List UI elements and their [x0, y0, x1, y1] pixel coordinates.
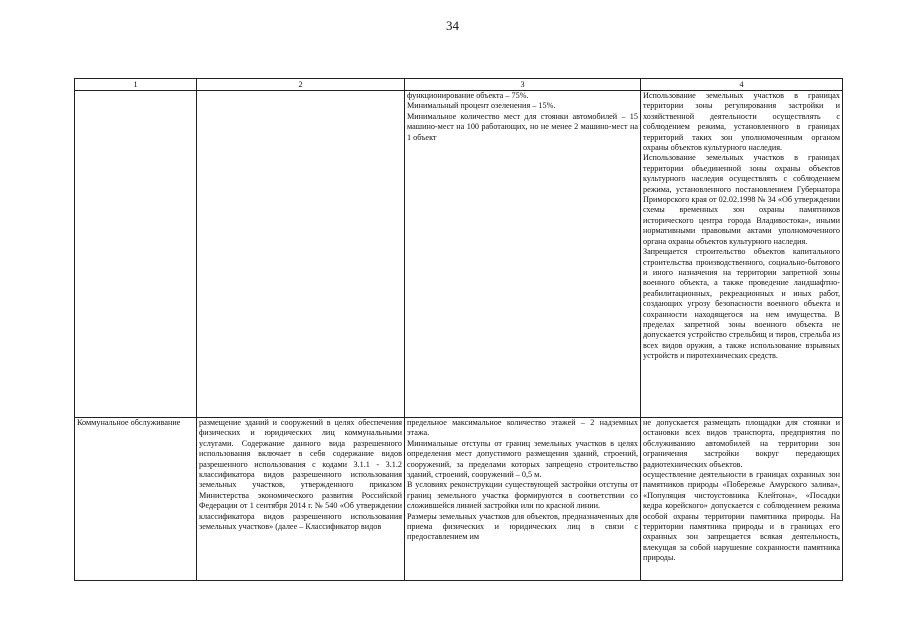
- paragraph: функционирование объекта – 75%.: [407, 91, 529, 100]
- paragraph: Использование земельных участков в границах территории зоны регулирования застройки и хозяйственной деятельности осуществлять с соблюдением режима, установленного в границах территорий таких зон уполномоченным органом охраны объектов культурного наследия.: [643, 91, 840, 153]
- paragraph: Минимальные отступы от границ земельных участков в целях определения мест допустимого размещения зданий, строений, сооружений, за пределами которых запрещено строительство зданий, строений, сооружений – 0,5 м.: [407, 438, 638, 480]
- table-row: [75, 418, 843, 581]
- paragraph: В условиях реконструкции существующей застройки отступы от границ земельного участка формируются в соответствии со сложившейся линией застройки или по красной линии.: [407, 480, 638, 511]
- paragraph: осуществление деятельности в границах охранных зон памятников природы «Побережье Амурского залива», «Популяция чистоустовника Клейтона», «Посадки кедра корейского» допускается с соблюдением режима особой охраны территории памятника природы. На территории памятника природы и в границах его охранных зон запрещается всякая деятельность, влекущая за собой нарушение сохранности памятника природы.: [643, 470, 840, 563]
- cell-description: размещение зданий и сооружений в целях обеспечения физических и юридических лиц коммунальными услугами. Содержание данного вида разрешенного использования включает в себя содержание видов разрешенного использования с кодами 3.1.1 - 3.1.2 классификатора видов разрешенного использования земельных участков, утвержденного приказом Министерства экономического развития Российской Федерации от 1 сентября 2014 г. № 540 «Об утверждении классификатора видов разрешенного использования земельных участков» (далее – Классификатор видов: [197, 418, 405, 581]
- paragraph: Минимальное количество мест для стоянки автомобилей – 15 машино-мест на 100 работающих, но не менее 2 машино-мест на 1 объект: [407, 111, 638, 142]
- paragraph: Размеры земельных участков для объектов, предназначенных для приема физических и юридических лиц в связи с предоставлением им: [407, 511, 638, 542]
- regulations-table: [74, 78, 843, 581]
- cell-parameters: [405, 418, 641, 581]
- column-header-1: 1: [75, 79, 197, 91]
- cell-restrictions: [641, 91, 843, 418]
- column-header-2: 2: [197, 79, 405, 91]
- cell-parameters: [405, 91, 641, 418]
- cell-use-type: Коммунальное обслуживание: [75, 418, 197, 581]
- column-header-3: 3: [405, 79, 641, 91]
- cell-description: [197, 91, 405, 418]
- paragraph: предельное максимальное количество этажей – 2 надземных этажа.: [407, 418, 638, 438]
- paragraph: не допускается размещать площадки для стоянки и остановки всех видов транспорта, предприятия по обслуживанию автомобилей на территории зон ограничения застройки вокруг передающих радиотехнических объектов.: [643, 418, 840, 469]
- paragraph: Минимальный процент озеленения – 15%.: [407, 101, 556, 111]
- cell-use-type: [75, 91, 197, 418]
- table-header-row: [75, 79, 843, 91]
- paragraph: Запрещается строительство объектов капитального строительства производственного, социально-бытового и иного назначения на территории запретной зоны военного объекта, а также проведение ландшафтно-реабилитационных, рекреационных и иных работ, создающих угрозу безопасности военного объекта и сохранности находящегося на нем имущества. В пределах запретной зоны военного объекта не допускается устройство стрельбищ и тиров, стрельба из всех видов оружия, а также использование взрывных устройств и пиротехнических средств.: [643, 247, 840, 361]
- column-header-4: 4: [641, 79, 843, 91]
- cell-restrictions: [641, 418, 843, 581]
- page-number: 34: [446, 18, 459, 33]
- table-row: [75, 91, 843, 418]
- paragraph: Использование земельных участков в границах территории объединенной зоны охраны объектов культурного наследия осуществлять с соблюдением режима, установленного постановлением Губернатора Приморского края от 02.02.1998 № 34 «Об утверждении схемы временных зон охраны памятников исторического центра города Владивостока», иными нормативными правовыми актами уполномоченного органа охраны объектов культурного наследия.: [643, 153, 840, 246]
